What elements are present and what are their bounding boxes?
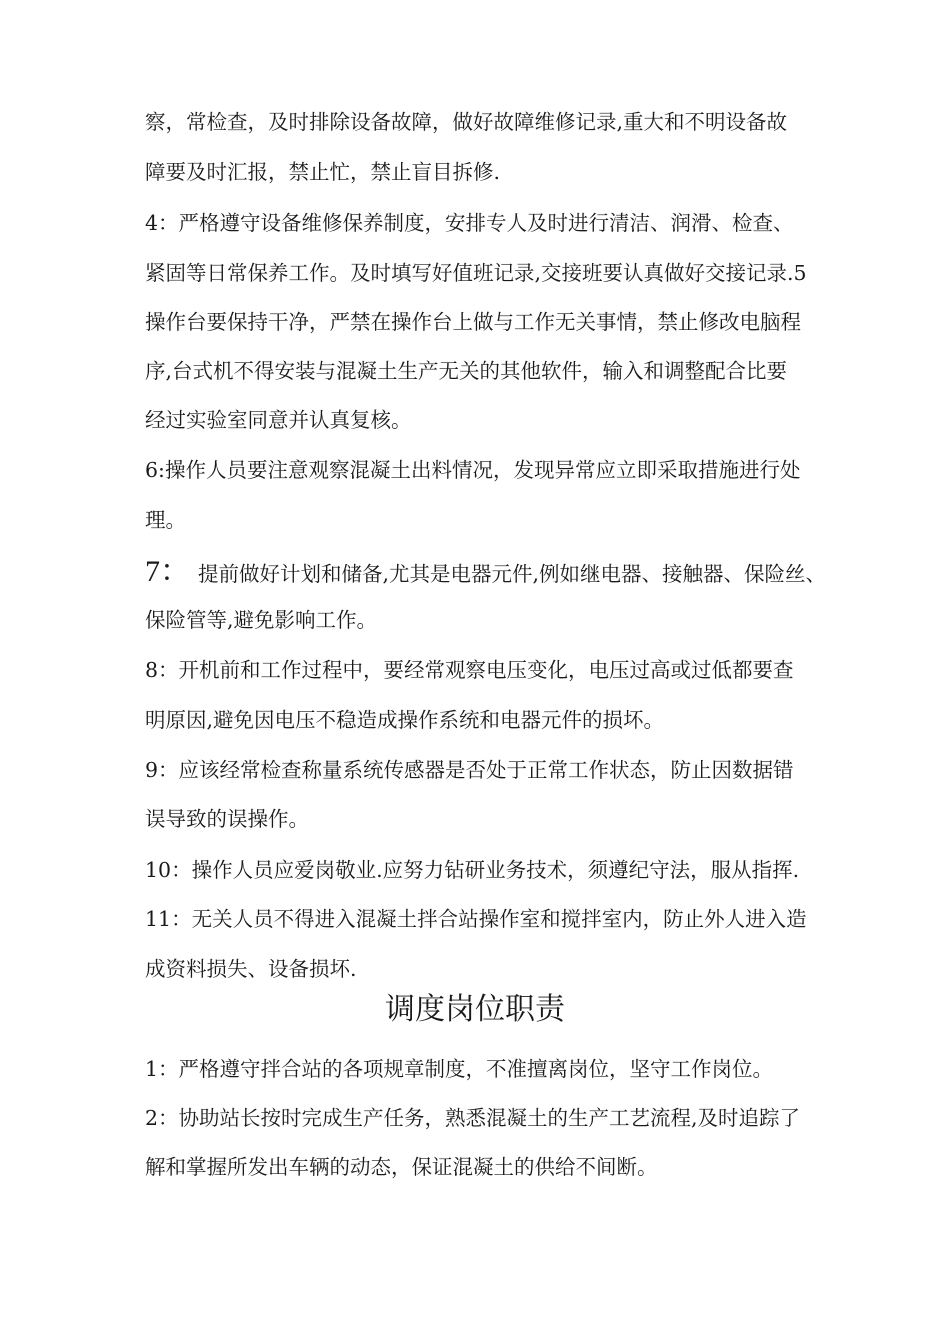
text-line: 序,台式机不得安装与混凝土生产无关的其他软件，输入和调整配合比要 [145,359,788,383]
text-line: 误导致的误操作。 [145,807,309,831]
text-line: 操作台要保持干净，严禁在操作台上做与工作无关事情，禁止修改电脑程 [145,310,801,334]
text-line: 8：开机前和工作过程中，要经常观察电压变化，电压过高或过低都要查 [145,658,794,682]
text-line: 1：严格遵守拌合站的各项规章制度，不准擅离岗位，坚守工作岗位。 [145,1057,774,1081]
list-item-7 [145,555,827,588]
text-line: 保险管等,避免影响工作。 [145,608,378,632]
text-line: 11：无关人员不得进入混凝土拌合站操作室和搅拌室内，防止外人进入造 [145,907,807,931]
text-line: 明原因,避免因电压不稳造成操作系统和电器元件的损坏。 [145,708,665,732]
text-line: 障要及时汇报，禁止忙，禁止盲目拆修. [145,160,501,184]
text-line: 提前做好计划和储备,尤其是电器元件,例如继电器、接触器、保险丝、 [198,562,827,586]
text-line: 10：操作人员应爱岗敬业.应努力钻研业务技术，须遵纪守法，服从指挥. [145,858,800,882]
text-line: 解和掌握所发出车辆的动态，保证混凝土的供给不间断。 [145,1155,658,1179]
text-line: 2：协助站长按时完成生产任务，熟悉混凝土的生产工艺流程,及时追踪了 [145,1106,801,1130]
text-line: 9：应该经常检查称量系统传感器是否处于正常工作状态，防止因数据错 [145,758,794,782]
text-line: 6:操作人员要注意观察混凝土出料情况，发现异常应立即采取措施进行处 [145,458,801,482]
text-line: 察，常检查，及时排除设备故障，做好故障维修记录,重大和不明设备故 [145,110,788,134]
text-line: 4：严格遵守设备维修保养制度，安排专人及时进行清洁、润滑、检查、 [145,211,794,235]
text-line: 理。 [145,508,186,532]
text-line: 成资料损失、设备损坏. [145,957,357,981]
text-line: 经过实验室同意并认真复核。 [145,408,412,432]
text-line: 紧固等日常保养工作。及时填写好值班记录,交接班要认真做好交接记录.5 [145,261,807,285]
item-number: 7： [145,555,190,588]
section-title: 调度岗位职责 [385,992,565,1027]
